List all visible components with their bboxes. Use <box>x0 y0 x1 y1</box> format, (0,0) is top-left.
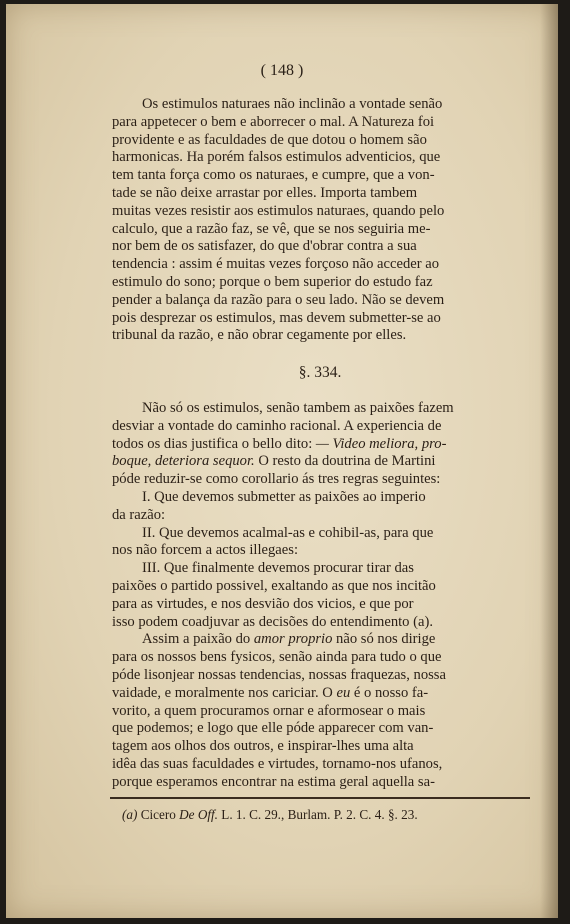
text-line: tade se não deixe arrastar por elles. Importa tambem <box>112 184 418 201</box>
text-line: nor bem de os satisfazer, do que d'obrar contra a sua <box>112 238 417 255</box>
text-span: Assim a paixão do <box>142 631 254 648</box>
footnote-divider <box>110 797 530 799</box>
footnote-work: De Off. <box>179 807 218 822</box>
text-line: idêa das suas faculdades e virtudes, tornamo-nos ufanos, <box>112 755 443 772</box>
rule-label: II. <box>142 524 156 541</box>
paragraph-stimuli <box>112 96 528 345</box>
paragraph-passions <box>112 400 528 792</box>
text-line: nos não forcem a actos illegaes: <box>112 542 298 559</box>
book-page <box>6 4 558 918</box>
text-line: pender a balança da razão para o seu lado. Não se devem <box>112 291 445 308</box>
text-line: porque esperamos encontrar na estima geral aquella sa- <box>112 773 435 790</box>
text-line <box>112 685 528 703</box>
text-line: vorito, a quem procuramos ornar e aformosear o mais <box>112 702 426 719</box>
rule-item <box>112 525 528 543</box>
text-line: estimulo do sono; porque o bem superior do estudo faz <box>112 273 433 290</box>
rule-item <box>112 489 528 507</box>
text-line: paixões o partido possivel, exaltando as que nos incitão <box>112 577 436 594</box>
text-line: tendencia : assim é muitas vezes forçoso não acceder ao <box>112 256 439 273</box>
text-line: da razão: <box>112 506 166 523</box>
text-line: póde reduzir-se como corollario ás tres regras seguintes: <box>112 471 441 488</box>
text-line: tem tanta força como os naturaes, e cumpre, que a von- <box>112 167 435 184</box>
text-line: para os nossos bens fysicos, senão ainda para tudo o que <box>112 649 442 666</box>
quote-italic: boque, deteriora sequor. <box>112 453 255 470</box>
text-line: pois desprezar os estimulos, mas devem submetter-se ao <box>112 309 441 326</box>
text-line: tribunal da razão, e não obrar cegamente por elles. <box>112 327 407 344</box>
section-heading: §. 334. <box>298 364 342 381</box>
text-span: não só nos dirige <box>332 631 436 648</box>
rule-text: Que finalmente devemos procurar tirar das <box>163 560 414 577</box>
text-line <box>112 436 528 454</box>
text-line: isso podem coadjuvar as decisões do entendimento (a). <box>112 613 433 630</box>
text-line: Não só os estimulos, senão tambem as paixões fazem <box>142 400 454 416</box>
text-line: desviar a vontade do caminho racional. A experiencia de <box>112 417 442 434</box>
text-line: tagem aos olhos dos outros, e inspirar-lhes uma alta <box>112 738 414 755</box>
text-line: muitas vezes resistir aos estimulos naturaes, quando pelo <box>112 202 445 219</box>
text-line <box>112 631 528 649</box>
text-span: todos os dias justifica o bello dito: <box>112 435 316 452</box>
italic-term: eu <box>336 684 351 701</box>
text-line: póde lisonjear nossas tendencias, nossas fraquezas, nossa <box>112 666 446 683</box>
rule-label: III. <box>142 560 161 577</box>
quote-italic: — Video meliora, pro- <box>315 435 447 452</box>
footnote-author: Cicero <box>140 807 176 822</box>
footnote-reference: L. 1. C. 29., Burlam. P. 2. C. 4. §. 23. <box>221 807 418 822</box>
text-span: O resto da doutrina de Martini <box>254 453 436 470</box>
text-span: é o nosso fa- <box>350 684 429 701</box>
text-line: para appetecer o bem e aborrecer o mal. A Natureza foi <box>112 113 435 130</box>
rule-label: I. <box>142 488 151 505</box>
text-line: providente e as faculdades de que dotou o homem são <box>112 131 427 148</box>
rule-text: Que devemos acalmal-as e cohibil-as, para que <box>159 524 434 541</box>
rule-item <box>112 560 528 578</box>
text-line: Os estimulos naturaes não inclinão a vontade senão <box>142 96 443 112</box>
italic-term: amor proprio <box>253 631 333 648</box>
rule-text: Que devemos submetter as paixões ao imperio <box>154 488 426 505</box>
page-number: ( 148 ) <box>260 62 304 79</box>
text-span: vaidade, e moralmente nos cariciar. O <box>112 684 337 701</box>
text-line: harmonicas. Ha porém falsos estimulos adventicios, que <box>112 149 441 166</box>
text-line: que podemos; e logo que elle póde apparecer com van- <box>112 720 434 737</box>
page-gutter-shadow <box>540 4 558 918</box>
text-line: para as virtudes, e nos desvião dos vicios, e que por <box>112 595 414 612</box>
footnote-marker: (a) <box>122 807 138 822</box>
footnote <box>122 807 532 823</box>
text-line <box>112 453 528 471</box>
text-line: calculo, que a razão faz, se vê, que se nos seguiria me- <box>112 220 431 237</box>
